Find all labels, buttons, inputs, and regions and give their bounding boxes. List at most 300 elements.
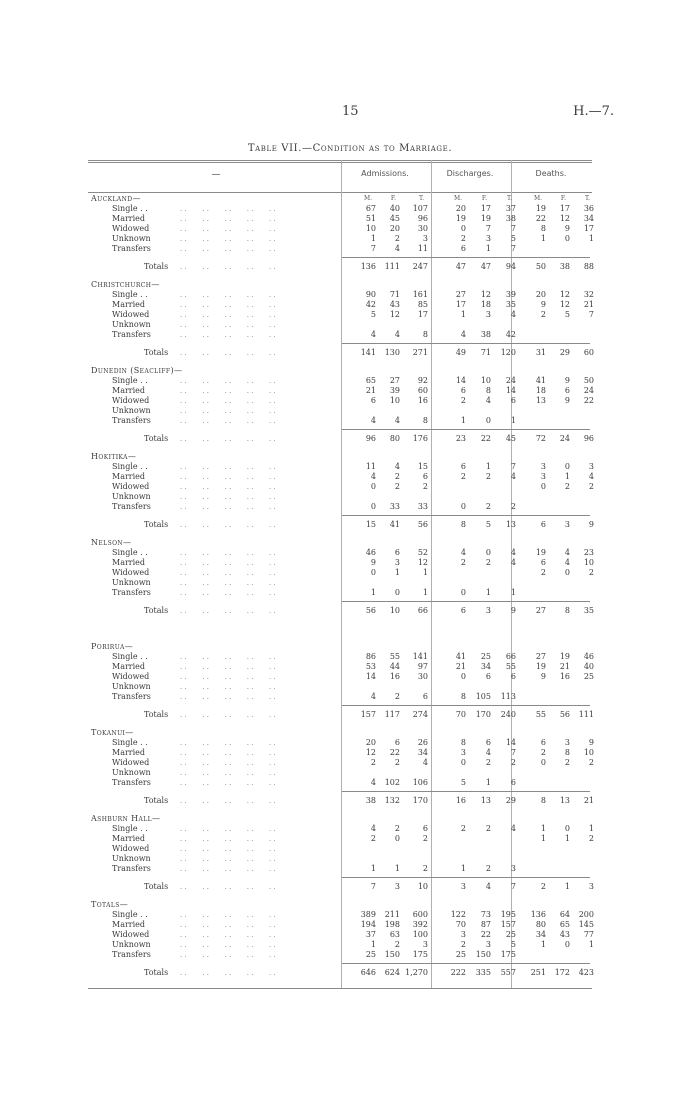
sum-rule bbox=[342, 515, 590, 516]
cell: 4 bbox=[510, 824, 516, 833]
cell: 4 bbox=[460, 548, 466, 557]
table-row bbox=[88, 834, 592, 844]
leader-dots: . . . . . . . . . . bbox=[180, 749, 276, 757]
cell: 40 bbox=[389, 204, 400, 213]
cell: 6 bbox=[460, 244, 466, 253]
leader-dots: . . . . . . . . . . bbox=[180, 521, 276, 529]
cell: 25 bbox=[583, 672, 594, 681]
cell: 7 bbox=[510, 748, 516, 757]
cell: 12 bbox=[480, 290, 491, 299]
leader-dots: . . . . . . . . . . bbox=[180, 759, 276, 767]
leader-dots: . . . . . . . . . . bbox=[180, 301, 276, 309]
cell: 17 bbox=[559, 204, 570, 213]
cell: 22 bbox=[480, 930, 491, 939]
cell: 2 bbox=[370, 834, 376, 843]
cell: 36 bbox=[583, 204, 594, 213]
row-label: Widowed bbox=[112, 672, 150, 681]
cell: 34 bbox=[480, 662, 491, 671]
table-row bbox=[88, 864, 592, 874]
table-row bbox=[88, 578, 592, 588]
row-label: Married bbox=[112, 834, 146, 843]
cell: 3 bbox=[460, 930, 466, 939]
cell: 6 bbox=[422, 472, 428, 481]
cell: 29 bbox=[559, 348, 570, 357]
leader-dots: . . . . . . . . . . bbox=[180, 483, 276, 491]
cell: 4 bbox=[510, 310, 516, 319]
cell: 71 bbox=[389, 290, 400, 299]
cell: 10 bbox=[583, 748, 594, 757]
cell: 22 bbox=[583, 396, 594, 405]
cell: 80 bbox=[389, 434, 400, 443]
cell: 77 bbox=[583, 930, 594, 939]
table-top-rule-double bbox=[88, 162, 592, 163]
leader-dots: . . . . . . . . . . bbox=[180, 845, 276, 853]
table-row bbox=[88, 472, 592, 482]
leader-dots: . . . . . . . . . . bbox=[180, 245, 276, 253]
leader-dots: . . . . . . . . . . bbox=[180, 205, 276, 213]
cell: 1 bbox=[422, 588, 428, 597]
cell: 47 bbox=[480, 262, 491, 271]
cell: 8 bbox=[485, 386, 491, 395]
cell: 1 bbox=[485, 588, 491, 597]
cell: 92 bbox=[417, 376, 428, 385]
row-label: Transfers bbox=[112, 864, 151, 873]
cell: 1 bbox=[540, 940, 546, 949]
cell: 2 bbox=[460, 234, 466, 243]
totals-row bbox=[88, 262, 592, 272]
cell: 2 bbox=[485, 824, 491, 833]
cell: 111 bbox=[384, 262, 400, 271]
table-row bbox=[88, 204, 592, 214]
cell: 88 bbox=[583, 262, 594, 271]
table-row bbox=[88, 588, 592, 598]
cell: 97 bbox=[417, 662, 428, 671]
sum-rule bbox=[342, 877, 590, 878]
totals-row bbox=[88, 710, 592, 720]
cell: 87 bbox=[480, 920, 491, 929]
sum-rule bbox=[342, 601, 590, 602]
section-title: Hokitika— bbox=[91, 452, 137, 461]
cell: 0 bbox=[564, 234, 570, 243]
cell: 20 bbox=[365, 738, 376, 747]
sum-rule bbox=[342, 963, 590, 964]
document-reference: H.—7. bbox=[573, 104, 614, 119]
cell: 4 bbox=[510, 548, 516, 557]
cell: 2 bbox=[460, 558, 466, 567]
cell: 34 bbox=[583, 214, 594, 223]
row-label: Unknown bbox=[112, 854, 151, 863]
leader-dots: . . . . . . . . . . bbox=[180, 589, 276, 597]
leader-dots: . . . . . . . . . . bbox=[180, 865, 276, 873]
cell: 9 bbox=[540, 300, 546, 309]
leader-dots: . . . . . . . . . . bbox=[180, 769, 276, 777]
cell: 2 bbox=[460, 472, 466, 481]
cell: 10 bbox=[417, 882, 428, 891]
cell: 120 bbox=[500, 348, 516, 357]
cell: 1 bbox=[394, 864, 400, 873]
table-row bbox=[88, 396, 592, 406]
leader-dots: . . . . . . . . . . bbox=[180, 549, 276, 557]
cell: 42 bbox=[505, 330, 516, 339]
cell: 8 bbox=[540, 796, 546, 805]
cell: 251 bbox=[530, 968, 546, 977]
row-label: Widowed bbox=[112, 844, 150, 853]
leader-dots: . . . . . . . . . . bbox=[180, 911, 276, 919]
leader-dots: . . . . . . . . . . bbox=[180, 951, 276, 959]
cell: 22 bbox=[389, 748, 400, 757]
cell: 1 bbox=[370, 588, 376, 597]
row-label: Transfers bbox=[112, 330, 151, 339]
cell: 102 bbox=[384, 778, 400, 787]
cell: 73 bbox=[480, 910, 491, 919]
cell: 6 bbox=[510, 778, 516, 787]
cell: 64 bbox=[559, 910, 570, 919]
cell: 14 bbox=[365, 672, 376, 681]
leader-dots: . . . . . . . . . . bbox=[180, 835, 276, 843]
table-row bbox=[88, 824, 592, 834]
cell: 4 bbox=[370, 472, 376, 481]
cell: 21 bbox=[559, 662, 570, 671]
cell: 4 bbox=[370, 416, 376, 425]
leader-dots: . . . . . . . . . . bbox=[180, 321, 276, 329]
row-label: Unknown bbox=[112, 406, 151, 415]
cell: 4 bbox=[485, 396, 491, 405]
sub-header-t: T. bbox=[506, 195, 512, 202]
cell: 1 bbox=[485, 462, 491, 471]
table-row bbox=[88, 492, 592, 502]
cell: 2 bbox=[564, 758, 570, 767]
row-label: Unknown bbox=[112, 492, 151, 501]
table-row bbox=[88, 844, 592, 854]
row-label: Totals bbox=[144, 434, 169, 443]
leader-dots: . . . . . . . . . . bbox=[180, 397, 276, 405]
cell: 2 bbox=[460, 396, 466, 405]
cell: 176 bbox=[412, 434, 428, 443]
cell: 4 bbox=[460, 330, 466, 339]
cell: 24 bbox=[583, 386, 594, 395]
row-label: Widowed bbox=[112, 930, 150, 939]
leader-dots: . . . . . . . . . . bbox=[180, 559, 276, 567]
cell: 4 bbox=[564, 548, 570, 557]
cell: 4 bbox=[370, 330, 376, 339]
table-row bbox=[88, 462, 592, 472]
cell: 19 bbox=[535, 204, 546, 213]
table-row bbox=[88, 416, 592, 426]
leader-dots: . . . . . . . . . . bbox=[180, 663, 276, 671]
cell: 170 bbox=[412, 796, 428, 805]
cell: 106 bbox=[412, 778, 428, 787]
leader-dots: . . . . . . . . . . bbox=[180, 503, 276, 511]
cell: 4 bbox=[510, 558, 516, 567]
row-label: Unknown bbox=[112, 320, 151, 329]
cell: 3 bbox=[485, 606, 491, 615]
totals-row bbox=[88, 882, 592, 892]
cell: 271 bbox=[412, 348, 428, 357]
table-row bbox=[88, 320, 592, 330]
cell: 37 bbox=[365, 930, 376, 939]
row-label: Single . . bbox=[112, 376, 148, 385]
cell: 1 bbox=[564, 834, 570, 843]
cell: 32 bbox=[583, 290, 594, 299]
cell: 33 bbox=[389, 502, 400, 511]
table-row bbox=[88, 310, 592, 320]
cell: 63 bbox=[389, 930, 400, 939]
cell: 111 bbox=[578, 710, 594, 719]
cell: 10 bbox=[583, 558, 594, 567]
cell: 0 bbox=[485, 548, 491, 557]
leader-dots: . . . . . . . . . . bbox=[180, 473, 276, 481]
cell: 2 bbox=[460, 940, 466, 949]
cell: 3 bbox=[485, 940, 491, 949]
cell: 35 bbox=[505, 300, 516, 309]
cell: 2 bbox=[370, 758, 376, 767]
cell: 9 bbox=[564, 396, 570, 405]
cell: 1 bbox=[370, 234, 376, 243]
cell: 2 bbox=[394, 824, 400, 833]
leader-dots: . . . . . . . . . . bbox=[180, 941, 276, 949]
cell: 161 bbox=[412, 290, 428, 299]
cell: 274 bbox=[412, 710, 428, 719]
cell: 6 bbox=[510, 672, 516, 681]
cell: 1 bbox=[394, 568, 400, 577]
cell: 66 bbox=[417, 606, 428, 615]
cell: 23 bbox=[455, 434, 466, 443]
row-label: Totals bbox=[144, 262, 169, 271]
cell: 2 bbox=[485, 502, 491, 511]
section-title: Tokanui— bbox=[91, 728, 134, 737]
row-label: Widowed bbox=[112, 758, 150, 767]
cell: 30 bbox=[417, 224, 428, 233]
table-row bbox=[88, 652, 592, 662]
row-label: Married bbox=[112, 748, 146, 757]
cell: 5 bbox=[564, 310, 570, 319]
cell: 1 bbox=[588, 940, 594, 949]
cell: 0 bbox=[460, 588, 466, 597]
totals-row bbox=[88, 968, 592, 978]
cell: 150 bbox=[384, 950, 400, 959]
leader-dots: . . . . . . . . . . bbox=[180, 921, 276, 929]
cell: 117 bbox=[384, 710, 400, 719]
section-title: Auckland— bbox=[91, 194, 141, 203]
cell: 423 bbox=[578, 968, 594, 977]
cell: 22 bbox=[535, 214, 546, 223]
table-row bbox=[88, 568, 592, 578]
row-label: Transfers bbox=[112, 778, 151, 787]
cell: 12 bbox=[365, 748, 376, 757]
cell: 65 bbox=[559, 920, 570, 929]
cell: 9 bbox=[588, 738, 594, 747]
table-row bbox=[88, 558, 592, 568]
leader-dots: . . . . . . . . . . bbox=[180, 263, 276, 271]
row-label: Totals bbox=[144, 968, 169, 977]
cell: 12 bbox=[559, 290, 570, 299]
leader-dots: . . . . . . . . . . bbox=[180, 883, 276, 891]
cell: 2 bbox=[588, 482, 594, 491]
cell: 335 bbox=[475, 968, 491, 977]
cell: 4 bbox=[394, 416, 400, 425]
cell: 27 bbox=[455, 290, 466, 299]
cell: 3 bbox=[588, 882, 594, 891]
cell: 9 bbox=[540, 672, 546, 681]
totals-row bbox=[88, 434, 592, 444]
cell: 8 bbox=[460, 738, 466, 747]
table-row bbox=[88, 920, 592, 930]
cell: 55 bbox=[535, 710, 546, 719]
cell: 3 bbox=[485, 234, 491, 243]
table-row bbox=[88, 950, 592, 960]
cell: 392 bbox=[412, 920, 428, 929]
cell: 8 bbox=[564, 748, 570, 757]
sum-rule bbox=[342, 343, 590, 344]
cell: 56 bbox=[365, 606, 376, 615]
cell: 7 bbox=[510, 462, 516, 471]
cell: 16 bbox=[417, 396, 428, 405]
cell: 1 bbox=[510, 416, 516, 425]
cell: 14 bbox=[505, 386, 516, 395]
cell: 0 bbox=[564, 462, 570, 471]
cell: 141 bbox=[412, 652, 428, 661]
discharges-header: Discharges. bbox=[446, 169, 494, 178]
cell: 80 bbox=[535, 920, 546, 929]
cell: 1 bbox=[460, 864, 466, 873]
cell: 94 bbox=[505, 262, 516, 271]
cell: 6 bbox=[370, 396, 376, 405]
row-label: Transfers bbox=[112, 244, 151, 253]
cell: 56 bbox=[559, 710, 570, 719]
cell: 646 bbox=[360, 968, 376, 977]
cell: 2 bbox=[588, 834, 594, 843]
cell: 8 bbox=[540, 224, 546, 233]
leader-dots: . . . . . . . . . . bbox=[180, 235, 276, 243]
cell: 1 bbox=[588, 824, 594, 833]
cell: 71 bbox=[480, 348, 491, 357]
cell: 10 bbox=[480, 376, 491, 385]
cell: 53 bbox=[365, 662, 376, 671]
cell: 17 bbox=[455, 300, 466, 309]
cell: 19 bbox=[455, 214, 466, 223]
cell: 16 bbox=[389, 672, 400, 681]
cell: 38 bbox=[505, 214, 516, 223]
table-row bbox=[88, 376, 592, 386]
cell: 9 bbox=[588, 520, 594, 529]
cell: 21 bbox=[365, 386, 376, 395]
section-title: Dunedin (Seacliff)— bbox=[91, 366, 183, 375]
cell: 2 bbox=[485, 472, 491, 481]
cell: 19 bbox=[535, 662, 546, 671]
table-row bbox=[88, 224, 592, 234]
cell: 25 bbox=[365, 950, 376, 959]
sub-header-m: M. bbox=[453, 195, 462, 202]
row-label: Single . . bbox=[112, 652, 148, 661]
cell: 3 bbox=[394, 558, 400, 567]
cell: 9 bbox=[510, 606, 516, 615]
cell: 35 bbox=[583, 606, 594, 615]
row-label: Single . . bbox=[112, 548, 148, 557]
cell: 5 bbox=[510, 234, 516, 243]
cell: 3 bbox=[485, 310, 491, 319]
cell: 27 bbox=[389, 376, 400, 385]
cell: 20 bbox=[389, 224, 400, 233]
row-label: Totals bbox=[144, 710, 169, 719]
cell: 38 bbox=[365, 796, 376, 805]
cell: 9 bbox=[370, 558, 376, 567]
row-label: Married bbox=[112, 920, 146, 929]
cell: 247 bbox=[412, 262, 428, 271]
cell: 38 bbox=[480, 330, 491, 339]
cell: 130 bbox=[384, 348, 400, 357]
leader-dots: . . . . . . . . . . bbox=[180, 673, 276, 681]
cell: 8 bbox=[564, 606, 570, 615]
cell: 40 bbox=[583, 662, 594, 671]
sub-header-f: F. bbox=[481, 195, 487, 202]
cell: 2 bbox=[394, 234, 400, 243]
row-label: Single . . bbox=[112, 290, 148, 299]
leader-dots: . . . . . . . . . . bbox=[180, 797, 276, 805]
row-label: Married bbox=[112, 300, 146, 309]
cell: 1 bbox=[564, 472, 570, 481]
cell: 6 bbox=[540, 558, 546, 567]
cell: 2 bbox=[485, 558, 491, 567]
cell: 24 bbox=[505, 376, 516, 385]
table-row bbox=[88, 214, 592, 224]
cell: 3 bbox=[460, 748, 466, 757]
cell: 43 bbox=[559, 930, 570, 939]
cell: 113 bbox=[500, 692, 516, 701]
table-row bbox=[88, 682, 592, 692]
cell: 0 bbox=[370, 568, 376, 577]
row-label: Totals bbox=[144, 348, 169, 357]
cell: 1 bbox=[370, 864, 376, 873]
table-row bbox=[88, 330, 592, 340]
cell: 3 bbox=[422, 234, 428, 243]
leader-dots: . . . . . . . . . . bbox=[180, 855, 276, 863]
cell: 1 bbox=[510, 588, 516, 597]
cell: 12 bbox=[559, 214, 570, 223]
cell: 7 bbox=[588, 310, 594, 319]
cell: 19 bbox=[480, 214, 491, 223]
cell: 172 bbox=[554, 968, 570, 977]
cell: 4 bbox=[370, 824, 376, 833]
cell: 175 bbox=[412, 950, 428, 959]
cell: 107 bbox=[412, 204, 428, 213]
marriage-condition-table bbox=[88, 160, 592, 990]
cell: 39 bbox=[505, 290, 516, 299]
cell: 2 bbox=[540, 882, 546, 891]
cell: 1 bbox=[485, 244, 491, 253]
totals-row bbox=[88, 796, 592, 806]
table-row bbox=[88, 748, 592, 758]
cell: 6 bbox=[510, 396, 516, 405]
cell: 20 bbox=[535, 290, 546, 299]
cell: 11 bbox=[417, 244, 428, 253]
leader-dots: . . . . . . . . . . bbox=[180, 311, 276, 319]
totals-row bbox=[88, 606, 592, 616]
cell: 2 bbox=[564, 482, 570, 491]
cell: 10 bbox=[389, 606, 400, 615]
cell: 13 bbox=[480, 796, 491, 805]
leader-dots: . . . . . . . . . . bbox=[180, 435, 276, 443]
cell: 3 bbox=[540, 462, 546, 471]
cell: 6 bbox=[540, 738, 546, 747]
cell: 12 bbox=[417, 558, 428, 567]
row-label: Totals bbox=[144, 606, 169, 615]
table-title: Table VII.—Condition as to Marriage. bbox=[247, 143, 453, 154]
cell: 3 bbox=[564, 738, 570, 747]
cell: 1 bbox=[588, 234, 594, 243]
totals-row bbox=[88, 520, 592, 530]
cell: 38 bbox=[559, 262, 570, 271]
cell: 0 bbox=[460, 672, 466, 681]
